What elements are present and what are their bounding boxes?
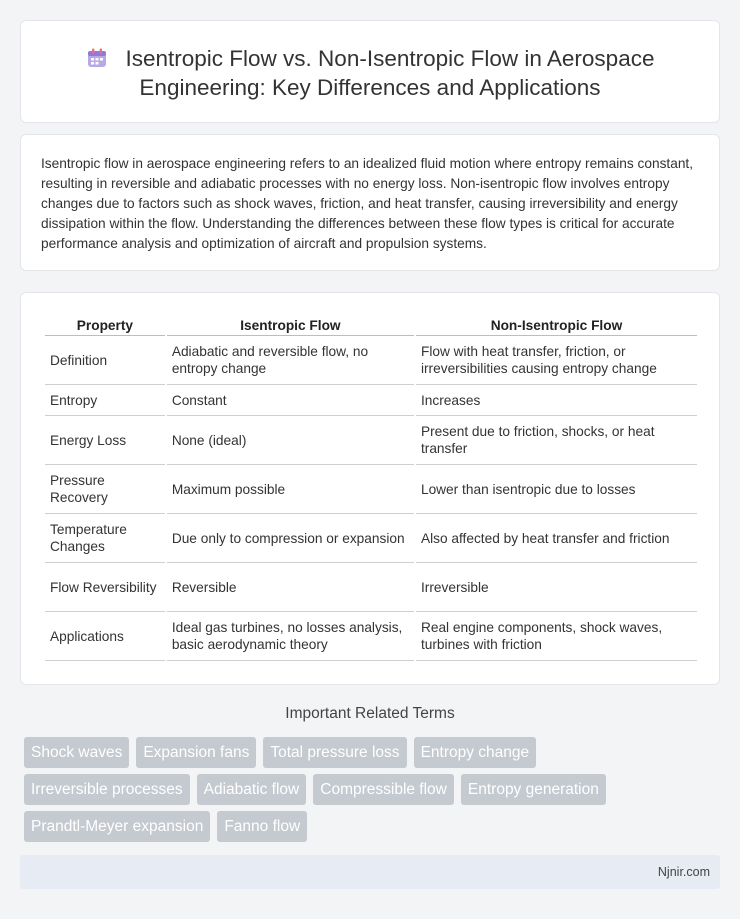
tag-shock-waves[interactable]: Shock waves (24, 737, 129, 768)
title-card (20, 20, 720, 123)
cell-non-isentropic: Present due to friction, shocks, or heat transfer (416, 416, 697, 465)
table-header-row (45, 316, 697, 336)
cell-isentropic: Adiabatic and reversible flow, no entropy change (167, 336, 414, 385)
table-row (45, 465, 697, 514)
cell-isentropic: None (ideal) (167, 416, 414, 465)
cell-property: Temperature Changes (45, 514, 165, 563)
page-title-text: Isentropic Flow vs. Non-Isentropic Flow in Aerospace Engineering: Key Differences and Applications (125, 46, 655, 100)
comparison-card (20, 292, 720, 685)
cell-non-isentropic: Increases (416, 385, 697, 416)
tag-total-pressure-loss[interactable]: Total pressure loss (263, 737, 406, 768)
page-title (21, 44, 719, 102)
intro-paragraph: Isentropic flow in aerospace engineering refers to an idealized fluid motion where entropy remains constant, resulting in reversible and adiabatic processes with no energy loss. Non-isentropic flow involves entropy changes due to factors such as shock waves, friction, and heat transfer, causing irreversibility and energy dissipation within the flow. Understanding the differences between these flow types is critical for accurate performance analysis and optimization of aircraft and propulsion systems. (41, 156, 694, 251)
tag-row (24, 737, 704, 768)
table-row (45, 514, 697, 563)
cell-property: Flow Reversibility (45, 563, 165, 612)
footer-site[interactable]: Njnir.com (657, 865, 710, 879)
header-isentropic: Isentropic Flow (167, 316, 414, 336)
cell-non-isentropic: Also affected by heat transfer and friction (416, 514, 697, 563)
cell-property: Applications (45, 612, 165, 661)
calendar-icon (86, 47, 108, 69)
table-row (45, 385, 697, 416)
tag-row (24, 774, 704, 805)
intro-card (20, 134, 720, 271)
related-terms-heading: Important Related Terms (285, 705, 455, 722)
tag-adiabatic-flow[interactable]: Adiabatic flow (197, 774, 307, 805)
tag-row (24, 811, 704, 842)
cell-property: Definition (45, 336, 165, 385)
tag-prandtl-meyer-expansion[interactable]: Prandtl-Meyer expansion (24, 811, 210, 842)
table-row (45, 612, 697, 661)
cell-non-isentropic: Lower than isentropic due to losses (416, 465, 697, 514)
header-non-isentropic: Non-Isentropic Flow (416, 316, 697, 336)
table-row (45, 563, 697, 612)
cell-non-isentropic: Real engine components, shock waves, turbines with friction (416, 612, 697, 661)
footer (20, 855, 720, 889)
cell-isentropic: Reversible (167, 563, 414, 612)
cell-isentropic: Ideal gas turbines, no losses analysis, basic aerodynamic theory (167, 612, 414, 661)
table-row (45, 416, 697, 465)
cell-isentropic: Constant (167, 385, 414, 416)
tag-fanno-flow[interactable]: Fanno flow (217, 811, 307, 842)
cell-property: Pressure Recovery (45, 465, 165, 514)
tag-entropy-generation[interactable]: Entropy generation (461, 774, 606, 805)
cell-non-isentropic: Irreversible (416, 563, 697, 612)
cell-non-isentropic: Flow with heat transfer, friction, or irreversibilities causing entropy change (416, 336, 697, 385)
comparison-table (43, 316, 699, 661)
header-property: Property (45, 316, 165, 336)
related-terms-tags (24, 737, 704, 848)
cell-isentropic: Due only to compression or expansion (167, 514, 414, 563)
cell-property: Energy Loss (45, 416, 165, 465)
tag-irreversible-processes[interactable]: Irreversible processes (24, 774, 190, 805)
cell-property: Entropy (45, 385, 165, 416)
cell-isentropic: Maximum possible (167, 465, 414, 514)
tag-expansion-fans[interactable]: Expansion fans (136, 737, 256, 768)
table-row (45, 336, 697, 385)
tag-compressible-flow[interactable]: Compressible flow (313, 774, 454, 805)
tag-entropy-change[interactable]: Entropy change (414, 737, 537, 768)
